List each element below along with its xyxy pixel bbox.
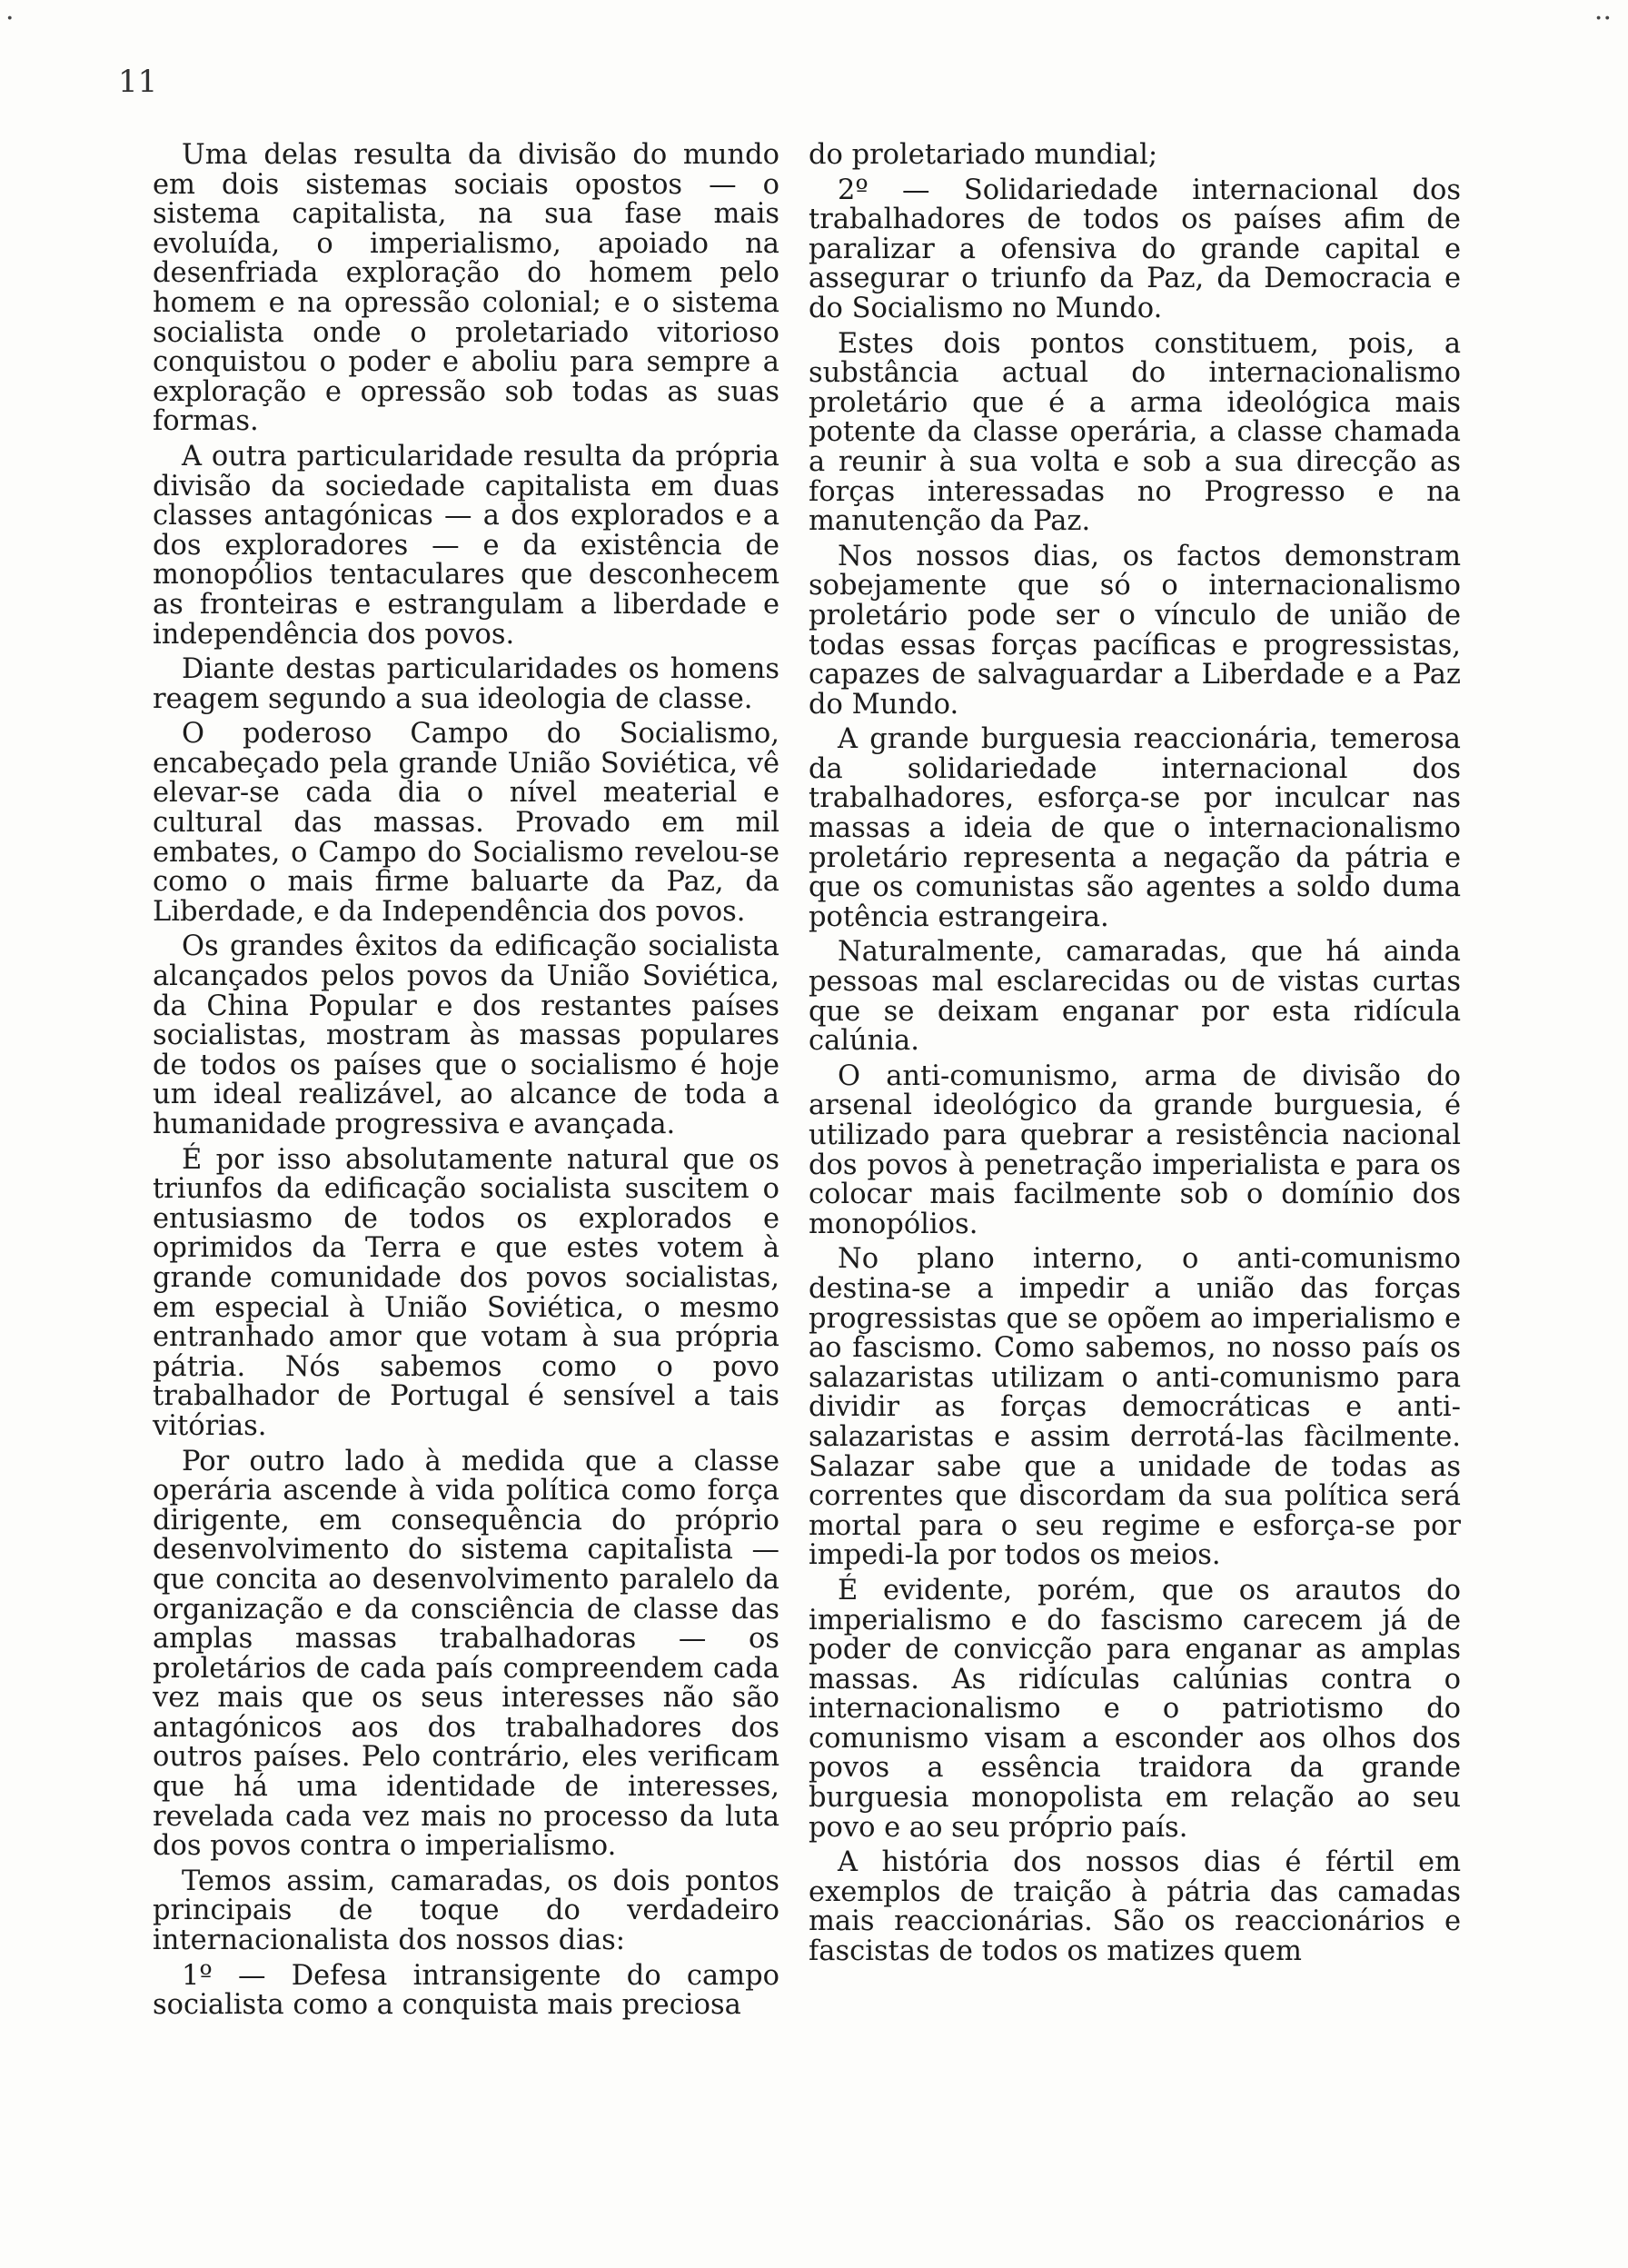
page-number: 11	[118, 64, 158, 100]
paragraph: 1º — Defesa intransigente do campo socialista como a conquista mais preciosa	[153, 1959, 779, 2022]
scan-mark-left: ·	[5, 3, 15, 35]
paragraph: Os grandes êxitos da edificação socialista alcançados pelos povos da União Soviética, da China Popular e dos restantes países socialistas, mostram às massas populares de todos os países que o socialismo é hoje um ideal realizável, ao alcance de toda a humanidade progressiva e avançada.	[153, 930, 779, 1140]
paragraph: Estes dois pontos constituem, pois, a substância actual do internacionalismo proletário que é a arma ideológica mais potente da classe operária, a classe chamada a reunir à sua volta e sob a sua direcção as forças interessadas no Progresso e na manutenção da Paz.	[809, 327, 1461, 538]
paragraph: É evidente, porém, que os arautos do imperialismo e do fascismo carecem já de poder de convicção para enganar as amplas massas. As ridículas calúnias contra o internacionalismo e o patriotismo do comunismo visam a esconder aos olhos dos povos a essência traidora da grande burguesia monopolista em relação ao seu povo e ao seu próprio país.	[809, 1574, 1461, 1844]
paragraph: A história dos nossos dias é fértil em exemplos de traição à pátria das camadas mais reaccionárias. São os reaccionários e fascistas de todos os matizes quem	[809, 1846, 1461, 1968]
paragraph: No plano interno, o anti-comunismo destina-se a impedir a união das forças progressistas que se opõem ao imperialismo e ao fascismo. Como sabemos, no nosso país os salazaristas utilizam o anti-comunismo para dividir as forças democráticas e anti-salazaristas e assim derrotá-las fàcilmente. Salazar sabe que a unidade de todas as correntes que discordam da sua política será mortal para o seu regime e esforça-se por impedi-la por todos os meios.	[809, 1243, 1461, 1572]
paragraph: Diante destas particularidades os homens reagem segundo a sua ideologia de classe.	[153, 653, 779, 715]
paragraph: O poderoso Campo do Socialismo, encabeçado pela grande União Soviética, vê elevar-se cada dia o nível meaterial e cultural das massas. Provado em mil embates, o Campo do Socialismo revelou-se como o mais firme baluarte da Paz, da Liberdade, e da Independência dos povos.	[153, 718, 779, 928]
paragraph: Nos nossos dias, os factos demonstram sobejamente que só o internacionalismo proletário pode ser o vínculo de união de todas essas forças pacíficas e progressistas, capazes de salvaguardar a Liberdade e a Paz do Mundo.	[809, 540, 1461, 721]
left-column	[153, 141, 779, 2021]
paragraph-continuation: do proletariado mundial;	[809, 139, 1158, 171]
paragraph: A outra particularidade resulta da própria divisão da sociedade capitalista em duas classes antagónicas — a dos explorados e a dos exploradores — e da existência de monopólios tentaculares que desconhecem as fronteiras e estrangulam a liberdade e independência dos povos.	[153, 440, 779, 651]
paragraph: Por outro lado à medida que a classe operária ascende à vida política como força dirigente, em consequência do próprio desenvolvimento do sistema capitalista — que concita ao desenvolvimento paralelo da organização e da consciência de classe das amplas massas trabalhadoras — os proletários de cada país compreendem cada vez mais que os seus interesses não são antagónicos aos dos trabalhadores dos outros países. Pelo contrário, eles verificam que há uma identidade de interesses, revelada cada vez mais no processo da luta dos povos contra o imperialismo.	[153, 1445, 779, 1863]
paragraph: 2º — Solidariedade internacional dos trabalhadores de todos os países afim de paralizar a ofensiva do grande capital e assegurar o triunfo da Paz, da Democracia e do Socialismo no Mundo.	[809, 174, 1461, 324]
scan-mark-right: ··	[1593, 3, 1612, 35]
paragraph: Temos assim, camaradas, os dois pontos principais de toque do verdadeiro internacionalista dos nossos dias:	[153, 1865, 779, 1957]
paragraph: A grande burguesia reaccionária, temerosa da solidariedade internacional dos trabalhadores, esforça-se por inculcar nas massas a ideia de que o internacionalismo proletário representa a negação da pátria e que os comunistas são agentes a soldo duma potência estrangeira.	[809, 723, 1461, 933]
paragraph: Naturalmente, camaradas, que há ainda pessoas mal esclarecidas ou de vistas curtas que se deixam enganar por esta ridícula calúnia.	[809, 936, 1461, 1058]
paragraph: Uma delas resulta da divisão do mundo em dois sistemas sociais opostos — o sistema capitalista, na sua fase mais evoluída, o imperialismo, apoiado na desenfriada exploração do homem pelo homem e na opressão colonial; e o sistema socialista onde o proletariado vitorioso conquistou o poder e aboliu para sempre a exploração e opressão sob todas as suas formas.	[153, 139, 779, 438]
paragraph: É por isso absolutamente natural que os triunfos da edificação socialista suscitem o entusiasmo de todos os explorados e oprimidos da Terra e que estes votem à grande comunidade dos povos socialistas, em especial à União Soviética, o mesmo entranhado amor que votam à sua própria pátria. Nós sabemos como o povo trabalhador de Portugal é sensível a tais vitórias.	[153, 1143, 779, 1442]
paragraph: O anti-comunismo, arma de divisão do arsenal ideológico da grande burguesia, é utilizado para quebrar a resistência nacional dos povos à penetração imperialista e para os colocar mais facilmente sob o domínio dos monopólios.	[809, 1059, 1461, 1240]
right-column	[809, 141, 1461, 1967]
